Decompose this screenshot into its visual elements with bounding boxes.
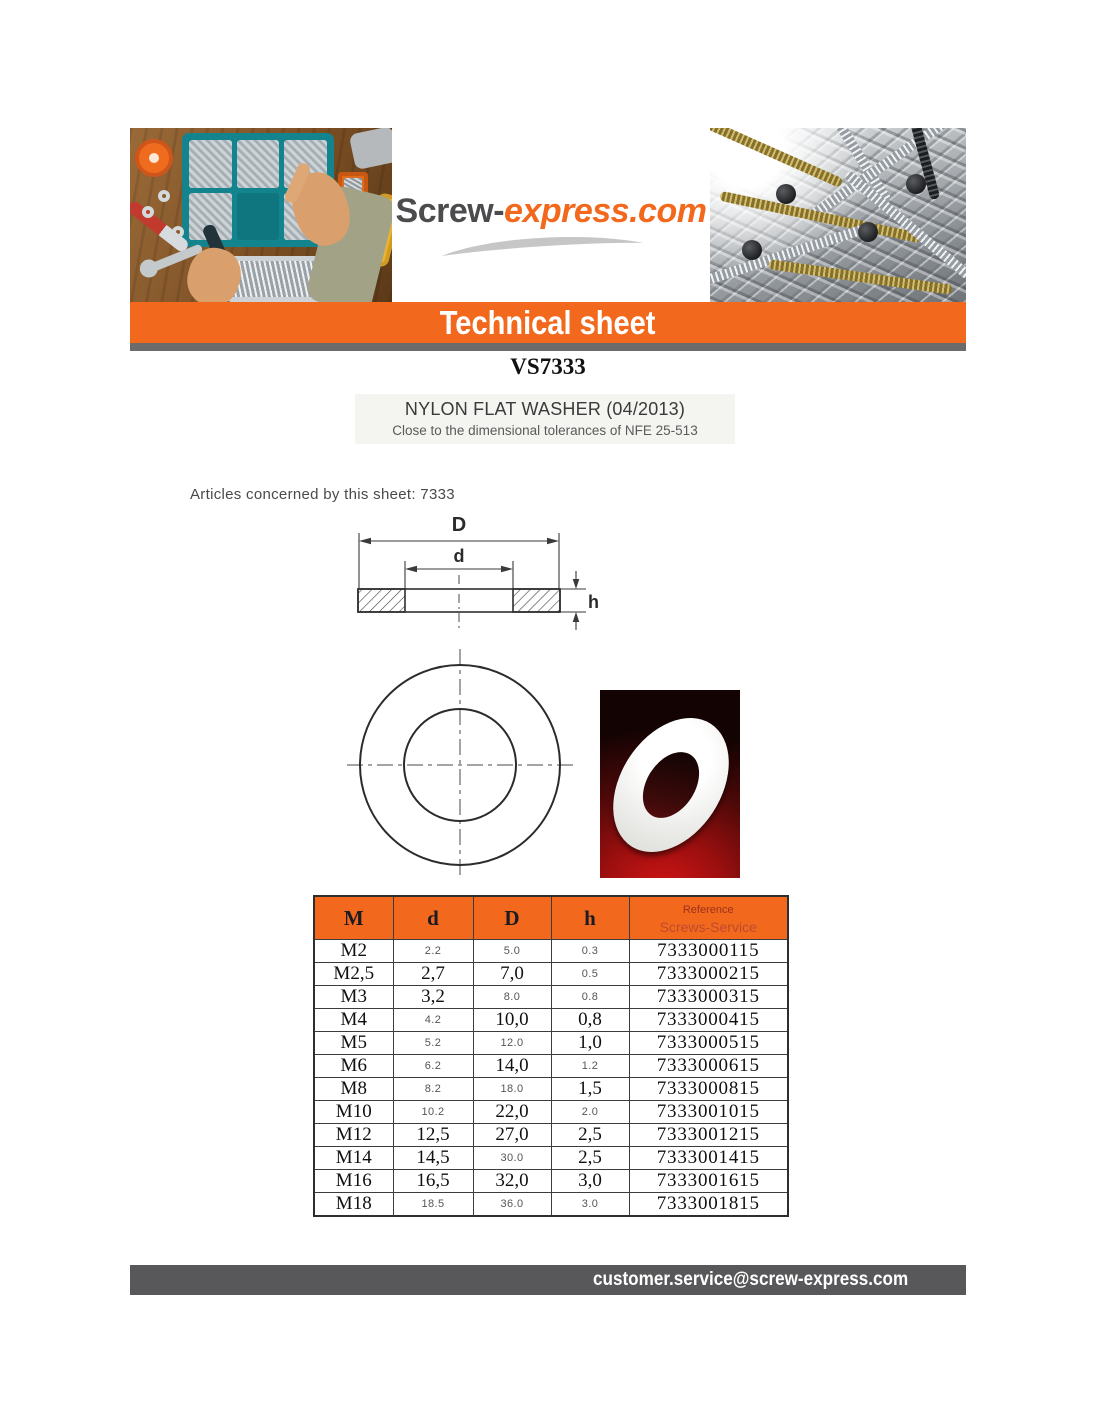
- contact-email: customer.service@screw-express.com: [592, 1269, 908, 1290]
- cell-d: 18.5: [393, 1193, 473, 1217]
- cell-d: 2,7: [393, 963, 473, 986]
- table-row: [314, 1124, 788, 1147]
- cell-reference: 7333001415: [629, 1147, 788, 1170]
- dimensions-table: [313, 895, 789, 1217]
- tape-measure-art: [135, 139, 173, 177]
- cell-D: 30.0: [473, 1147, 551, 1170]
- table-body: [314, 940, 788, 1217]
- washer-top-view-drawing: [345, 643, 580, 883]
- cell-reference: 7333001815: [629, 1193, 788, 1217]
- cell-D: 32,0: [473, 1170, 551, 1193]
- cell-h: 1.2: [551, 1055, 629, 1078]
- cell-h: 0.3: [551, 940, 629, 963]
- dim-label-h: h: [588, 592, 599, 612]
- logo-area: [392, 128, 710, 302]
- document-code: VS7333: [510, 354, 586, 379]
- cell-D: 18.0: [473, 1078, 551, 1101]
- col-header-d: d: [393, 896, 473, 940]
- product-title-box: [355, 394, 735, 444]
- cell-d: 14,5: [393, 1147, 473, 1170]
- cell-reference: 7333000315: [629, 986, 788, 1009]
- cell-d: 16,5: [393, 1170, 473, 1193]
- cell-m: M4: [314, 1009, 393, 1032]
- screws-pile-photo: [710, 128, 966, 302]
- cell-D: 8.0: [473, 986, 551, 1009]
- dim-label-D: D: [451, 514, 467, 536]
- cell-d: 5.2: [393, 1032, 473, 1055]
- cell-D: 12.0: [473, 1032, 551, 1055]
- cell-d: 8.2: [393, 1078, 473, 1101]
- cell-reference: 7333001615: [629, 1170, 788, 1193]
- logo-text-screw: Screw-: [395, 192, 505, 230]
- cell-reference: 7333000415: [629, 1009, 788, 1032]
- washer-cross-section-drawing: [340, 512, 610, 637]
- cell-D: 22,0: [473, 1101, 551, 1124]
- logo-swoosh: [438, 232, 648, 260]
- divider-strip: [130, 343, 966, 351]
- logo-text-express: express.com: [504, 192, 707, 230]
- cell-h: 1,0: [551, 1032, 629, 1055]
- articles-line: Articles concerned by this sheet: 7333: [190, 486, 455, 503]
- table-row: [314, 1078, 788, 1101]
- table-row: [314, 940, 788, 963]
- cell-reference: 7333000215: [629, 963, 788, 986]
- cell-h: 0.5: [551, 963, 629, 986]
- cell-D: 27,0: [473, 1124, 551, 1147]
- cell-reference: 7333000115: [629, 940, 788, 963]
- cell-D: 7,0: [473, 963, 551, 986]
- cell-m: M2,5: [314, 963, 393, 986]
- cell-h: 3,0: [551, 1170, 629, 1193]
- table-row: [314, 963, 788, 986]
- cell-h: 3.0: [551, 1193, 629, 1217]
- table-row: [314, 1170, 788, 1193]
- cell-h: 2,5: [551, 1124, 629, 1147]
- washer-ring-art: [600, 697, 740, 874]
- cell-d: 3,2: [393, 986, 473, 1009]
- cell-m: M16: [314, 1170, 393, 1193]
- cell-d: 12,5: [393, 1124, 473, 1147]
- cell-m: M6: [314, 1055, 393, 1078]
- cell-m: M10: [314, 1101, 393, 1124]
- cell-D: 14,0: [473, 1055, 551, 1078]
- col-header-D: D: [473, 896, 551, 940]
- product-subtitle: Close to the dimensional tolerances of NFE 25-513: [392, 423, 698, 438]
- cell-h: 2.0: [551, 1101, 629, 1124]
- table-row: [314, 1032, 788, 1055]
- cell-m: M8: [314, 1078, 393, 1101]
- footer-bar: [130, 1265, 966, 1295]
- cell-m: M14: [314, 1147, 393, 1170]
- cell-d: 10.2: [393, 1101, 473, 1124]
- dim-label-d: d: [453, 546, 465, 566]
- table-row: [314, 1193, 788, 1217]
- cell-h: 2,5: [551, 1147, 629, 1170]
- nylon-washer-photo: [600, 690, 740, 878]
- banner-title: Technical sheet: [440, 304, 656, 341]
- cell-h: 1,5: [551, 1078, 629, 1101]
- cell-m: M12: [314, 1124, 393, 1147]
- col-header-m: M: [314, 896, 393, 940]
- cell-d: 4.2: [393, 1009, 473, 1032]
- cell-D: 36.0: [473, 1193, 551, 1217]
- cell-m: M3: [314, 986, 393, 1009]
- cell-m: M5: [314, 1032, 393, 1055]
- product-title: NYLON FLAT WASHER (04/2013): [404, 399, 686, 419]
- table-row: [314, 1055, 788, 1078]
- washer-hole-art: [631, 742, 710, 829]
- cell-d: 6.2: [393, 1055, 473, 1078]
- drill-art: [349, 128, 392, 170]
- workbench-photo: [130, 128, 392, 302]
- cell-D: 5.0: [473, 940, 551, 963]
- table-row: [314, 1147, 788, 1170]
- cell-h: 0.8: [551, 986, 629, 1009]
- table-row: [314, 1101, 788, 1124]
- washer-art: [142, 206, 154, 218]
- col-header-h: h: [551, 896, 629, 940]
- table-row: [314, 986, 788, 1009]
- cell-reference: 7333001015: [629, 1101, 788, 1124]
- col-header-reference: Reference Screws-Service: [629, 896, 788, 940]
- cell-reference: 7333001215: [629, 1124, 788, 1147]
- cell-d: 2.2: [393, 940, 473, 963]
- cell-D: 10,0: [473, 1009, 551, 1032]
- cell-reference: 7333000515: [629, 1032, 788, 1055]
- cell-m: M18: [314, 1193, 393, 1217]
- header-collage: [130, 128, 966, 302]
- cell-h: 0,8: [551, 1009, 629, 1032]
- table-header-row: [314, 896, 788, 940]
- technical-sheet-banner: [130, 302, 966, 343]
- cell-reference: 7333000815: [629, 1078, 788, 1101]
- cell-reference: 7333000615: [629, 1055, 788, 1078]
- washer-art: [158, 190, 170, 202]
- washer-art: [172, 226, 184, 238]
- table-row: [314, 1009, 788, 1032]
- cell-m: M2: [314, 940, 393, 963]
- brand-logo: [392, 192, 710, 231]
